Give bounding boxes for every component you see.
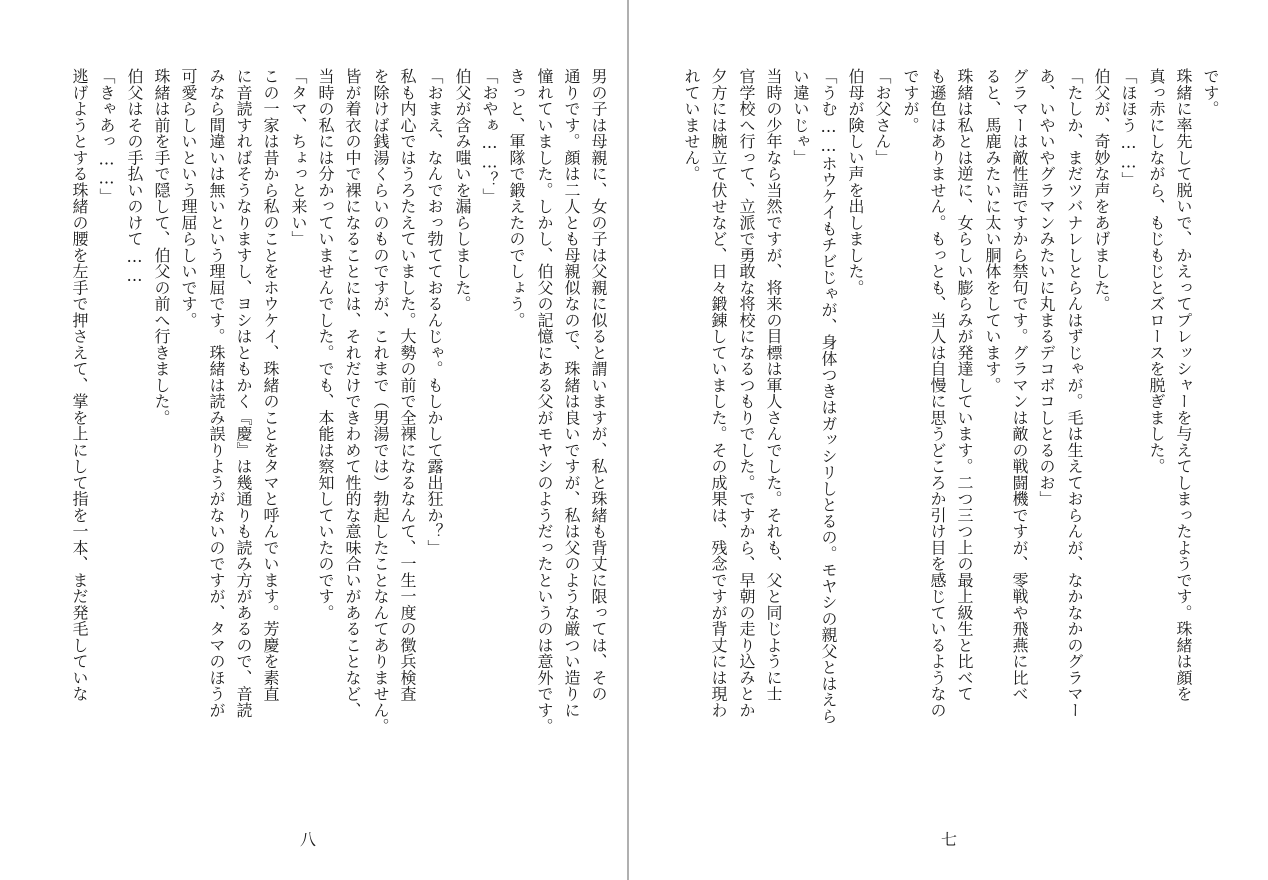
page-number: 八: [300, 830, 317, 849]
text-column: 「おやぁ……？」: [480, 68, 499, 204]
text-column: 当時の少年なら当然ですが、将来の目標は軍人さんでした。それも、父と同じように士: [764, 68, 783, 702]
text-column: 「お父さん」: [873, 68, 892, 166]
text-column: 官学校へ行って、立派で勇敢な将校になるつもりでした。ですから、早朝の走り込みとか: [737, 68, 756, 718]
text-column: ると、馬鹿みたいに太い胴体をしています。: [983, 68, 1002, 393]
text-column: 私も内心ではうろたえていました。大勢の前で全裸になるなんて、一生一度の徴兵検査: [398, 68, 417, 702]
left-page: [0, 0, 627, 880]
text-column: この一家は昔から私のことをホウケイ、珠緒のことをタマと呼んでいます。芳慶を素直: [261, 68, 280, 702]
text-column: 真っ赤にしながら、もじもじとズロースを脱ぎました。: [1147, 68, 1166, 475]
right-page: [629, 0, 1268, 880]
page-number: 七: [941, 830, 958, 849]
text-column: 伯父はその手払いのけて……: [125, 68, 144, 286]
text-column: 伯父が、奇妙な声をあげました。: [1092, 68, 1111, 312]
text-column: 「たしか、まだツバナレしとらんはずじゃが。毛は生えておらんが、なかなかのグラマー: [1065, 68, 1084, 718]
text-column: 皆が着衣の中で裸になることには、それだけできわめて性的な意味合いがあることなど、: [343, 68, 362, 718]
text-column: 男の子は母親に、女の子は父親に似ると謂いますが、私と珠緒も背丈に限っては、その: [589, 68, 608, 702]
text-column: 「ほほう……」: [1119, 68, 1138, 188]
text-column: グラマーは敵性語ですから禁句です。グラマンは敵の戦闘機ですが、零戦や飛燕に比べ: [1010, 68, 1029, 702]
text-column: きっと、軍隊で鍛えたのでしょう。: [507, 68, 526, 328]
text-column: 通りです。顔は二人とも母親似なので、珠緒は良いですが、私は父のような厳つい造りに: [562, 68, 581, 718]
text-column: 珠緒は私とは逆に、女らしい膨らみが発達しています。二つ三つ上の最上級生と比べて: [955, 68, 974, 702]
text-column: 夕方には腕立て伏せなど、日々鍛錬していました。その成果は、残念ですが背丈には現わ: [709, 68, 728, 718]
text-column: 珠緒に率先して脱いで、かえってプレッシャーを与えてしまったようです。珠緒は顔を: [1174, 68, 1193, 702]
text-column: い違いじゃ」: [791, 68, 810, 166]
text-column: 当時の私には分かっていませんでした。でも、本能は察知していたのです。: [316, 68, 335, 621]
text-column: を除けば銭湯くらいのものですが、これまで（男湯では）勃起したことなんてありません。: [371, 68, 390, 735]
text-column: みなら間違いは無いという理屈です。珠緒は読み誤りようがないのですが、タマのほうが: [207, 68, 226, 718]
text-column: ですが。: [901, 68, 920, 133]
text-column: 伯父が含み嗤いを漏らしました。: [453, 68, 472, 312]
text-column: 可愛らしいという理屈らしいです。: [179, 68, 198, 328]
text-column: 「きゃあっ……」: [97, 68, 116, 204]
text-column: です。: [1201, 68, 1220, 117]
text-column: あ、いやいやグラマンみたいに丸まるデコボコしとるのお」: [1037, 68, 1056, 507]
text-column: 逃げようとする珠緒の腰を左手で押さえて、掌を上にして指を一本、まだ発毛していな: [70, 68, 89, 702]
text-column: に音読すればそうなりますし、ヨシはともかく『慶』は幾通りも読み方があるので、音読: [234, 68, 253, 718]
text-column: れていません。: [682, 68, 701, 182]
text-column: 珠緒は前を手で隠して、伯父の前へ行きました。: [152, 68, 171, 426]
text-column: 「うむ……ホウケイもチビじゃが、身体つきはガッシリしとるの。モヤシの親父とはえら: [819, 68, 838, 724]
text-column: 憧れていました。しかし、伯父の記憶にある父がモヤシのようだったというのは意外です。: [535, 68, 554, 735]
text-column: 「タマ、ちょっと来い」: [289, 68, 308, 247]
text-column: 「おまえ、なんでおっ勃てておるんじゃ。もしかして露出狂か？」: [425, 68, 444, 556]
text-column: 伯母が険しい声を出しました。: [846, 68, 865, 296]
text-column: も遜色はありません。もっとも、当人は自慢に思うどころか引け目を感じているようなの: [928, 68, 947, 718]
